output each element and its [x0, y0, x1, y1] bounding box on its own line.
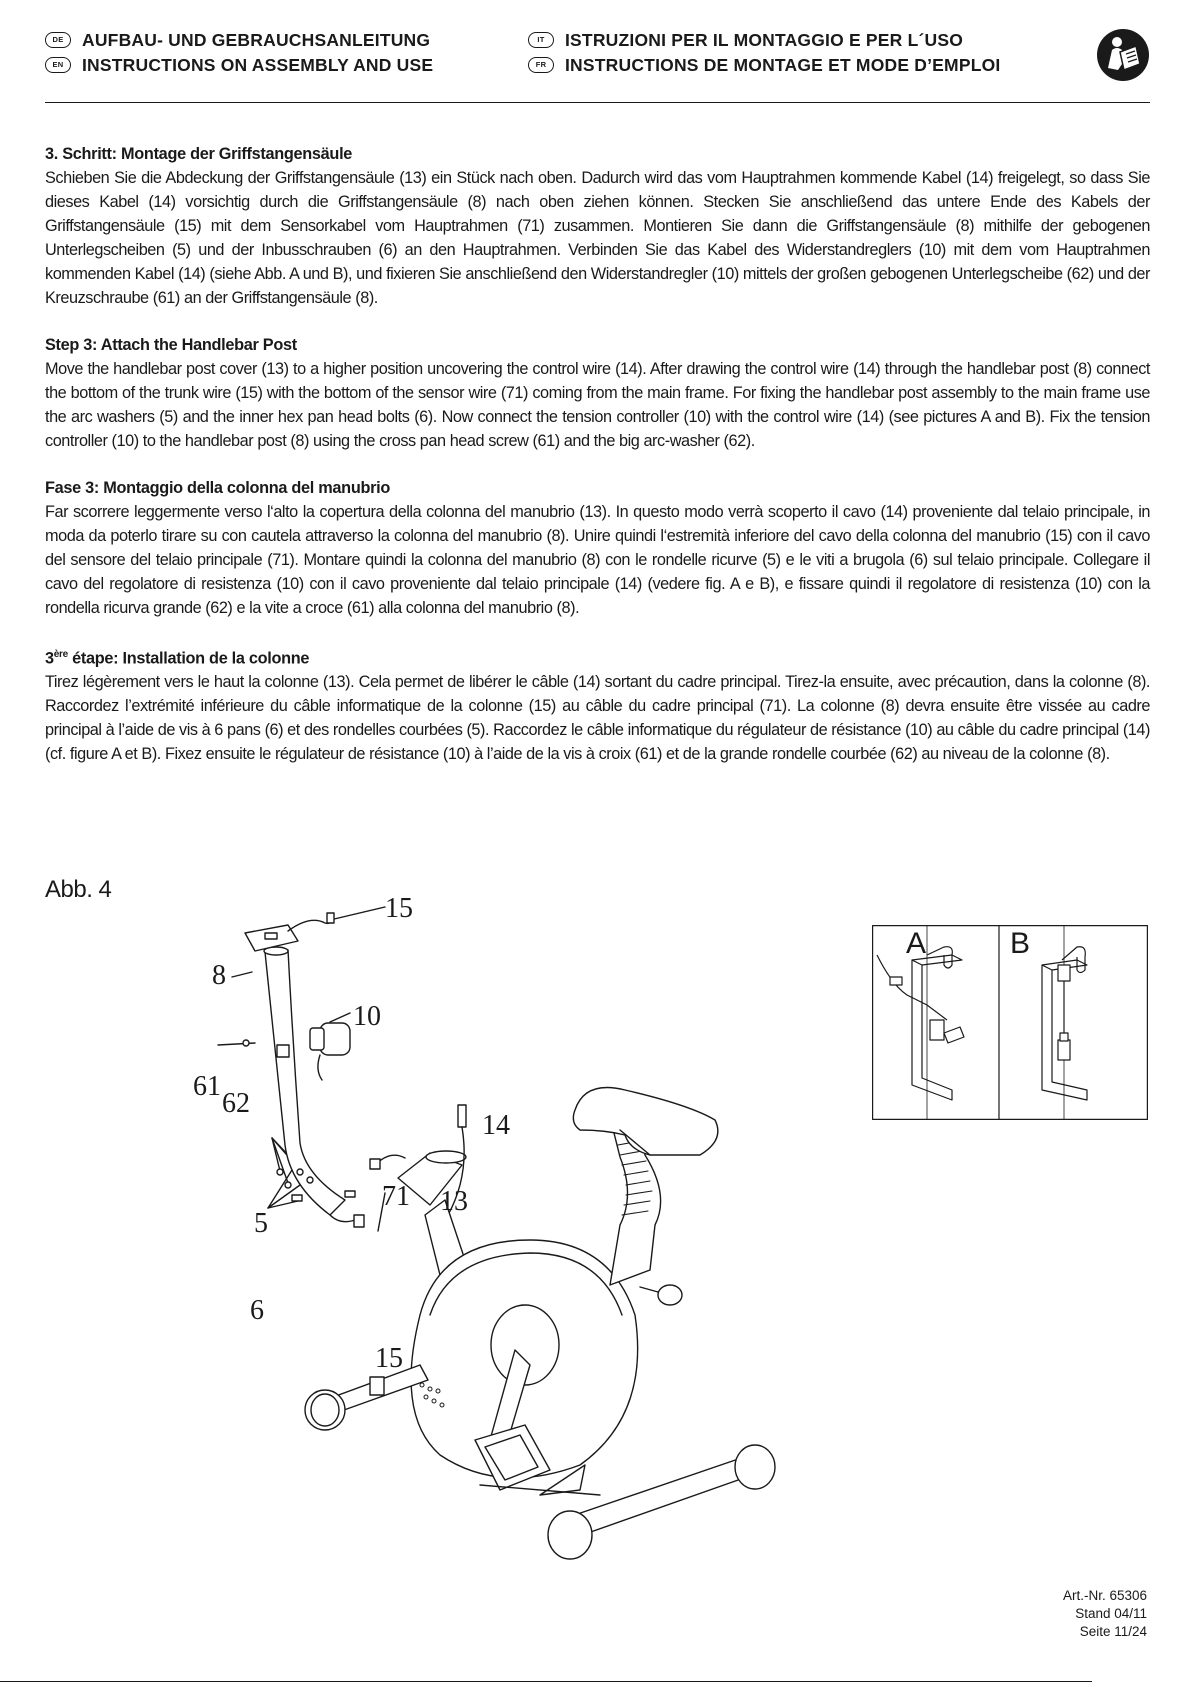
read-manual-icon	[1096, 28, 1150, 82]
header-title-fr: INSTRUCTIONS DE MONTAGE ET MODE D’EMPLOI	[565, 54, 1001, 75]
section-body-en: Move the handlebar post cover (13) to a higher position uncovering the control wire (14). After drawing the control wire (14) through the handlebar post (8) connect the bottom of the trunk wire (15) with the bottom of the sensor wire (71) coming from the main frame. For fixing the handlebar post assembly to the main frame use the arc washers (5) and the inner hex pan head bolts (6). Now connect the tension controller (10) with the control wire (14) (see pictures A and B). Fix the tension controller (10) to the handlebar post (8) using the cross pan head screw (61) and the big arc-washer (62).	[45, 360, 1150, 450]
header-line-en	[45, 53, 433, 77]
section-fr	[45, 643, 1150, 766]
section-body-fr: Tirez légèrement vers le haut la colonne (13). Cela permet de libérer le câble (14) sortant du cadre principal. Tirez-la ensuite, avec précaution, dans la colonne (8). Raccordez l’extrémité inférieure du câble informatique de la colonne (15) au câble du cadre principal (71). La colonne (8) devra ensuite être vissée au cadre principal à l’aide de vis à 6 pans (6) et des rondelles courbées (5). Raccordez le câble informatique du régulateur de résistance (10) au câble du cadre principal (14) (cf. figure A et B). Fixez ensuite le régulateur de résistance (10) à l’aide de la vis à croix (61) et de la grande rondelle courbée (62) au niveau de la colonne (8).	[45, 673, 1150, 764]
callout-62: 62	[222, 1088, 250, 1119]
page-footer	[1063, 1587, 1147, 1641]
header-right-column	[528, 28, 1000, 78]
section-body-de: Schieben Sie die Abdeckung der Griffstangensäule (13) ein Stück nach oben. Dadurch wird das vom Hauptrahmen kommende Kabel (14) freigelegt, so dass Sie dieses Kabel (14) vorsichtig durch die Griffstangensäule (8) nach oben ziehen können. Stecken Sie anschließend das untere Ende des Kabels der Griffstangensäule (15) mit dem Sensorkabel vom Hauptrahmen (71) zusammen. Montieren Sie dann die Griffstangensäule (8) mithilfe der gebogenen Unterlegscheiben (5) und der Inbusschrauben (6) an den Hauptrahmen. Verbinden Sie das Kabel des Widerstandreglers (10) mit dem vom Hauptrahmen kommenden Kabel (14) (siehe Abb. A und B), und fixieren Sie anschließend den Widerstandregler (10) mittels der großen gebogenen Unterlegscheibe (62) und der Kreuzschraube (61) an der Griffstangensäule (8).	[45, 169, 1150, 307]
language-badge-it: IT	[528, 32, 554, 48]
header-line-it	[528, 28, 1000, 52]
callout-71: 71	[382, 1181, 410, 1212]
header-line-fr	[528, 53, 1000, 77]
header-title-de: AUFBAU- UND GEBRAUCHSANLEITUNG	[82, 29, 431, 50]
header-left-column	[45, 28, 433, 78]
footer-divider	[0, 1681, 1092, 1682]
header-divider	[45, 102, 1150, 103]
section-en	[45, 333, 1150, 453]
inset-label-b: B	[1010, 927, 1031, 960]
header-title-en: INSTRUCTIONS ON ASSEMBLY AND USE	[82, 54, 434, 75]
callout-8: 8	[212, 960, 226, 991]
exploded-view-figure	[180, 895, 780, 1615]
instructions-content	[45, 142, 1150, 789]
revision-stand: Stand 04/11	[1075, 1606, 1147, 1621]
section-title-it: Fase 3: Montaggio della colonna del manubrio	[45, 479, 391, 497]
language-badge-en: EN	[45, 57, 71, 73]
header-line-de	[45, 28, 433, 52]
section-it	[45, 476, 1150, 620]
inset-label-a: A	[906, 927, 927, 960]
article-number: Art.-Nr. 65306	[1062, 1588, 1147, 1603]
language-badge-fr: FR	[528, 57, 554, 73]
callout-5: 5	[254, 1208, 268, 1239]
section-title-fr	[45, 643, 1150, 670]
callout-15-top: 15	[385, 893, 413, 924]
callout-14: 14	[482, 1110, 510, 1141]
callout-61: 61	[193, 1071, 221, 1102]
callout-10: 10	[353, 1001, 381, 1032]
page-header	[45, 28, 1150, 100]
callout-15-bottom: 15	[375, 1343, 403, 1374]
header-title-it: ISTRUZIONI PER IL MONTAGGIO E PER L´USO	[565, 29, 964, 50]
figure-label: Abb. 4	[45, 876, 112, 903]
callout-13: 13	[440, 1186, 468, 1217]
language-badge-de: DE	[45, 32, 71, 48]
section-body-it: Far scorrere leggermente verso l‘alto la copertura della colonna del manubrio (13). In questo modo verrà scoperto il cavo (14) proveniente dal telaio principale, in moda da poterlo tirare su con cautela attraverso la colonna del manubrio (8). Unire quindi l‘estremità inferiore del cavo della colonna del manubrio (15) con il cavo del sensore del telaio principale (71). Montare quindi la colonna del manubrio (8) con le rondelle ricurve (5) e le viti a brugola (6) sul telaio principale. Collegare il cavo del regolatore di resistenza (10) con il cavo proveniente dal telaio principale (14) (vedere fig. A e B), e fissare quindi il regolatore di resistenza (10) con la rondella ricurva grande (62) e la vite a croce (61) alla colonna del manubrio (8).	[45, 503, 1150, 617]
section-title-fr-number: 3	[45, 649, 54, 668]
bike-illustration	[180, 895, 780, 1615]
callout-6: 6	[250, 1295, 264, 1326]
section-title-de: 3. Schritt: Montage der Griffstangensäule	[45, 145, 353, 163]
section-de	[45, 142, 1150, 310]
section-title-fr-ordinal: ère	[53, 649, 68, 660]
section-title-fr-text: étape: Installation de la colonne	[67, 649, 310, 668]
detail-inset-ab	[872, 925, 1148, 1120]
page-number: Seite 11/24	[1079, 1624, 1147, 1639]
section-title-en: Step 3: Attach the Handlebar Post	[45, 336, 297, 354]
